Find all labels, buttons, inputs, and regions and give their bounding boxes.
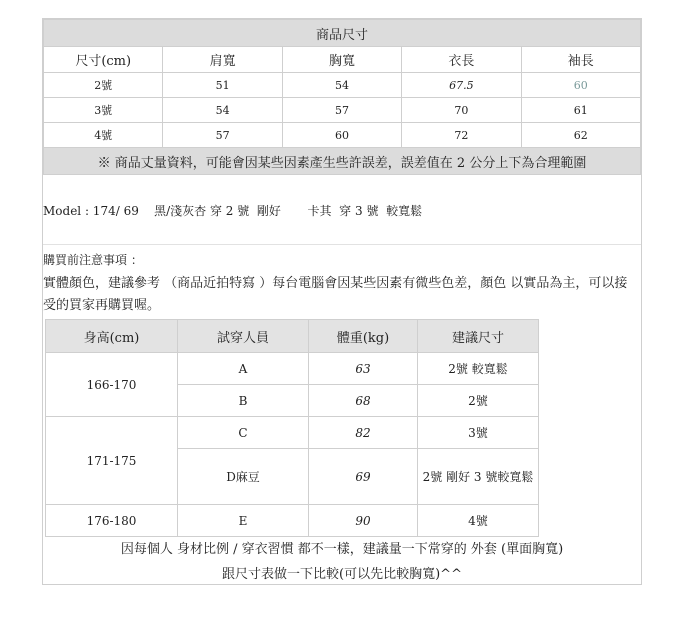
table-row	[46, 353, 539, 385]
tester-cell: E	[178, 505, 309, 537]
header-length: 衣長	[402, 47, 521, 73]
sleeve-cell: 61	[521, 98, 640, 123]
size-table	[43, 19, 641, 175]
height-cell: 171-175	[46, 417, 178, 505]
shoulder-cell: 54	[163, 98, 282, 123]
fit-table	[45, 319, 539, 537]
chest-cell: 54	[282, 73, 401, 98]
header-shoulder: 肩寬	[163, 47, 282, 73]
weight-cell: 68	[309, 385, 418, 417]
suggested-size-cell: 4號	[418, 505, 539, 537]
chest-cell: 60	[282, 123, 401, 148]
length-cell: 72	[402, 123, 521, 148]
model-info: Model : 174/ 69 黑/淺灰杏 穿 2 號 剛好 卡其 穿 3 號 較寬鬆	[43, 204, 423, 218]
tester-cell: A	[178, 353, 309, 385]
size-table-title: 商品尺寸	[44, 20, 641, 47]
header-tester: 試穿人員	[178, 320, 309, 353]
suggested-size-cell: 3號	[418, 417, 539, 449]
suggested-size-cell: 2號	[418, 385, 539, 417]
tester-cell: C	[178, 417, 309, 449]
header-chest: 胸寬	[282, 47, 401, 73]
fit-table-header-row	[46, 320, 539, 353]
table-row	[46, 417, 539, 449]
header-weight: 體重(kg)	[309, 320, 418, 353]
weight-cell: 69	[309, 449, 418, 505]
chest-cell: 57	[282, 98, 401, 123]
header-sleeve: 袖長	[521, 47, 640, 73]
height-cell: 166-170	[46, 353, 178, 417]
table-row	[44, 98, 641, 123]
weight-cell: 90	[309, 505, 418, 537]
notice-body: 實體顏色，建議參考 （商品近拍特寫 ）每台電腦會因某些因素有微些色差，顏色 以實品為主，可以接受的買家再購買喔。	[43, 276, 628, 313]
sleeve-cell: 60	[521, 73, 640, 98]
size-cell: 2號	[44, 73, 163, 98]
size-table-header-row	[44, 47, 641, 73]
size-cell: 4號	[44, 123, 163, 148]
header-size: 尺寸(cm)	[44, 47, 163, 73]
tester-cell: D麻豆	[178, 449, 309, 505]
suggested-size-cell: 2號 剛好 3 號較寬鬆	[418, 449, 539, 505]
product-size-panel	[42, 18, 642, 585]
weight-cell: 82	[309, 417, 418, 449]
tester-cell: B	[178, 385, 309, 417]
fit-advice-line: 因每個人 身材比例 / 穿衣習慣 都不一樣，建議量一下常穿的 外套 (單面胸寬)	[120, 542, 564, 557]
measurement-note: ※ 商品丈量資料，可能會因某些因素產生些許誤差，誤差值在 2 公分上下為合理範圍	[44, 148, 641, 175]
suggested-size-cell: 2號 較寬鬆	[418, 353, 539, 385]
header-height: 身高(cm)	[46, 320, 178, 353]
table-row	[46, 505, 539, 537]
length-cell: 70	[402, 98, 521, 123]
header-suggested-size: 建議尺寸	[418, 320, 539, 353]
sleeve-cell: 62	[521, 123, 640, 148]
height-cell: 176-180	[46, 505, 178, 537]
shoulder-cell: 51	[163, 73, 282, 98]
length-cell: 67.5	[402, 73, 521, 98]
table-row	[44, 73, 641, 98]
table-row	[44, 123, 641, 148]
fit-advice-line-2: 跟尺寸表做一下比較(可以先比較胸寬)^^	[222, 567, 462, 582]
weight-cell: 63	[309, 353, 418, 385]
section-divider	[43, 244, 641, 245]
size-cell: 3號	[44, 98, 163, 123]
notice-title: 購買前注意事項 ：	[43, 253, 143, 267]
shoulder-cell: 57	[163, 123, 282, 148]
